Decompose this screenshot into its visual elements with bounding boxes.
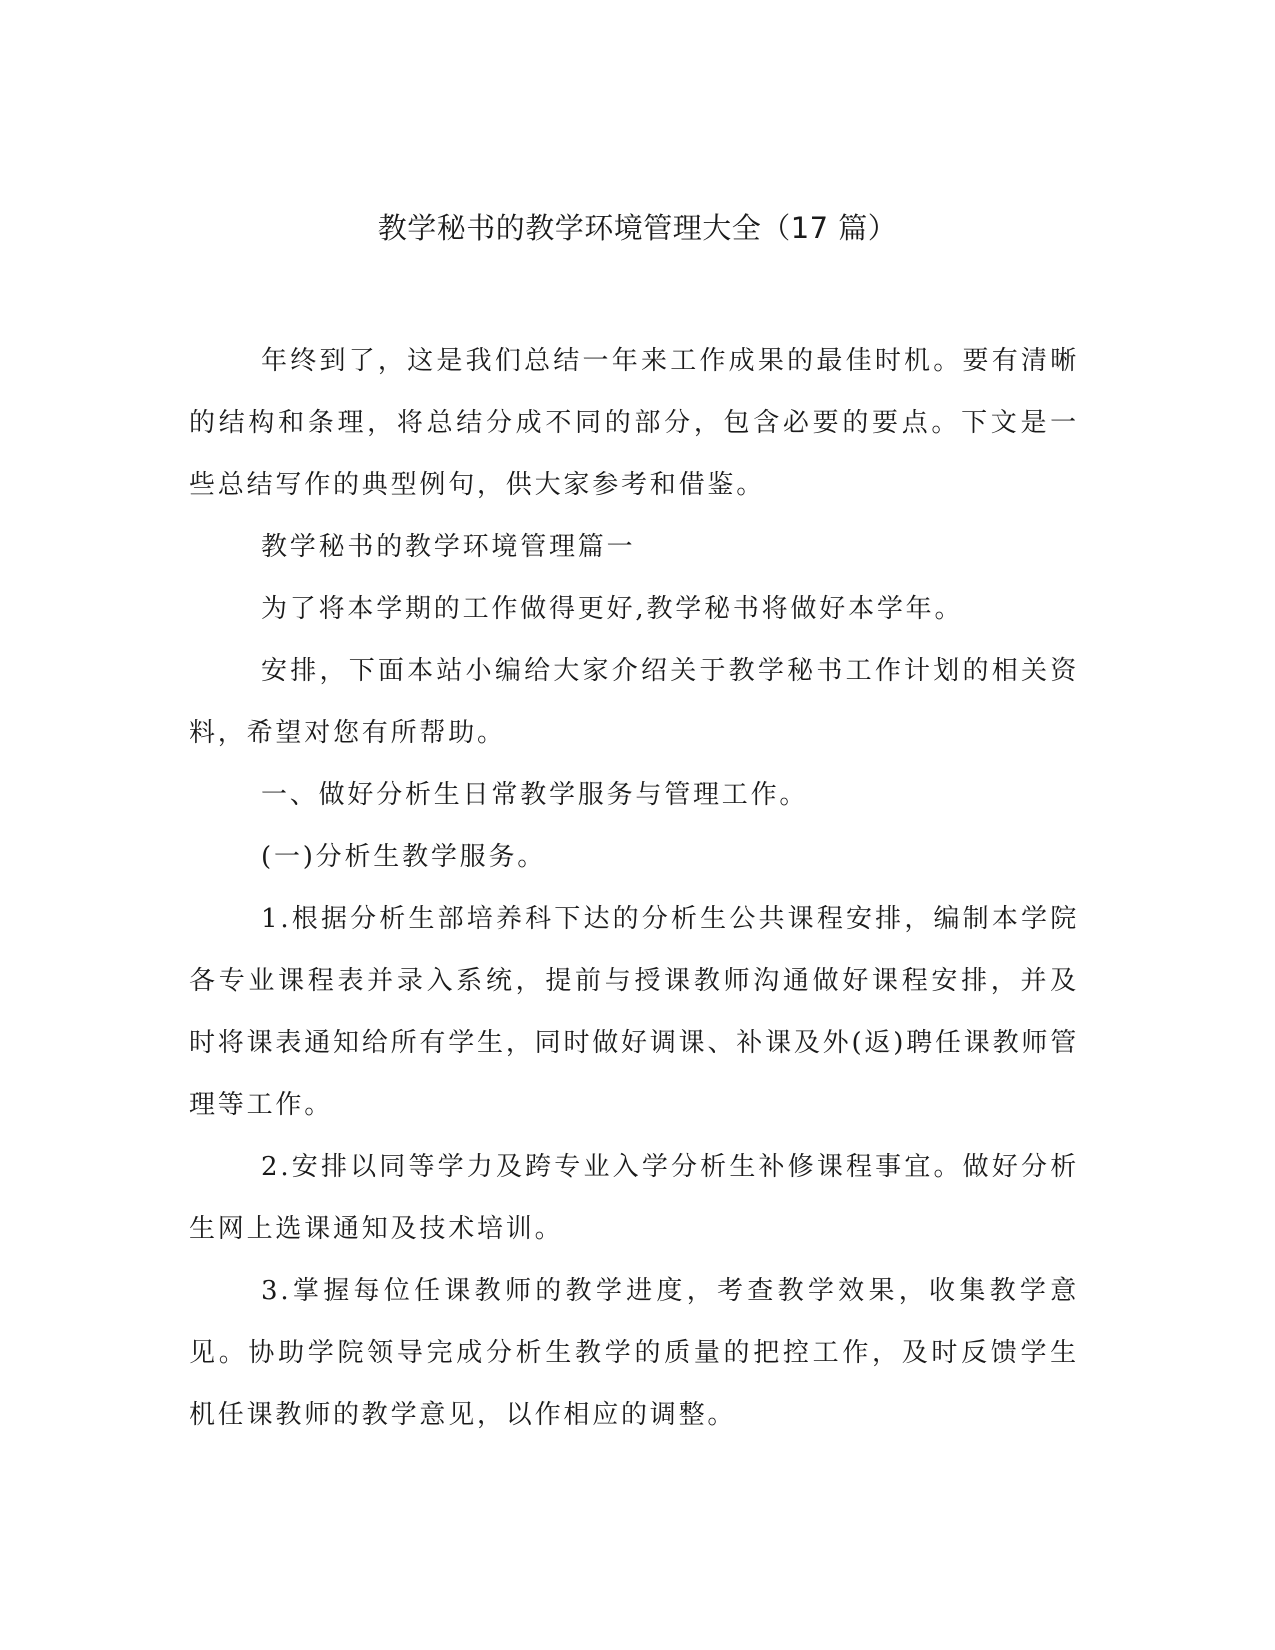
paragraph-heading-1: 一、做好分析生日常教学服务与管理工作。: [261, 780, 809, 810]
paragraph: 安排，下面本站小编给大家介绍关于教学秘书工作计划的相关资料，希望对您有所帮助。: [189, 656, 1079, 748]
paragraph: 为了将本学期的工作做得更好,教学秘书将做好本学年。: [261, 594, 964, 624]
document-body: [189, 330, 1079, 1446]
document-title: 教学秘书的教学环境管理大全（17 篇）: [377, 211, 898, 245]
list-item-2: 2.安排以同等学力及跨专业入学分析生补修课程事宜。做好分析生网上选课通知及技术培训。: [189, 1152, 1079, 1244]
list-item-1: 1.根据分析生部培养科下达的分析生公共课程安排，编制本学院各专业课程表并录入系统，提前与授课教师沟通做好课程安排，并及时将课表通知给所有学生，同时做好调课、补课及外(返)聘任课教师管理等工作。: [189, 904, 1079, 1120]
paragraph-intro: 年终到了，这是我们总结一年来工作成果的最佳时机。要有清晰的结构和条理，将总结分成不同的部分，包含必要的要点。下文是一些总结写作的典型例句，供大家参考和借鉴。: [189, 346, 1079, 500]
list-item-3: 3.掌握每位任课教师的教学进度，考查教学效果，收集教学意见。协助学院领导完成分析生教学的质量的把控工作，及时反馈学生机任课教师的教学意见，以作相应的调整。: [189, 1276, 1079, 1430]
section-heading: 教学秘书的教学环境管理篇一: [261, 532, 636, 562]
paragraph-subheading: (一)分析生教学服务。: [261, 842, 547, 872]
